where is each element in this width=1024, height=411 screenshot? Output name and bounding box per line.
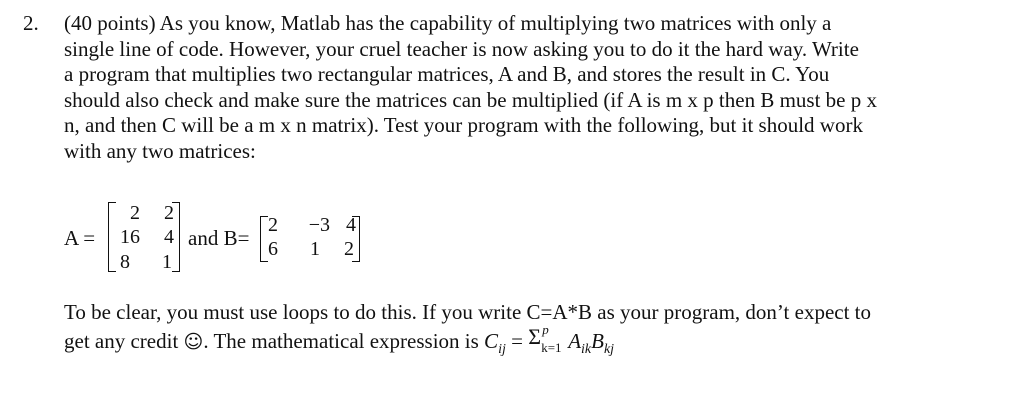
question-line: a program that multiplies two rectangular matrices, A and B, and stores the result in C. You	[64, 62, 830, 86]
question-number: 2.	[23, 11, 39, 35]
formula-lhs-subscript: ij	[498, 341, 506, 357]
closing-line-2-prefix: get any credit	[64, 328, 179, 353]
matrix-a-label: A =	[64, 226, 96, 250]
matrix-b-cell: 2	[344, 238, 354, 260]
matrix-b-right-bracket	[352, 216, 360, 262]
question-line: (40 points) As you know, Matlab has the capability of multiplying two matrices with only a	[64, 11, 832, 35]
closing-line-1: To be clear, you must use loops to do this. If you write C=A*B as your program, don’t expect to	[64, 300, 872, 324]
matrix-a-cell: 1	[162, 251, 172, 273]
formula-term-b: B	[591, 328, 604, 353]
matrix-a-cell: 2	[164, 202, 174, 224]
matrix-a-cell: 8	[120, 251, 130, 273]
matrix-a-cell: 2	[130, 202, 140, 224]
matrix-a-right-bracket	[172, 202, 180, 272]
question-line: with any two matrices:	[64, 138, 256, 163]
formula-lhs: C	[484, 328, 499, 353]
matrix-b-label: and B=	[188, 226, 250, 250]
sigma-lower-limit: k=1	[541, 339, 562, 355]
formula-term-b-subscript: kj	[603, 341, 615, 357]
closing-text	[64, 300, 984, 362]
formula-term-a: A	[568, 328, 582, 353]
summation-formula	[484, 321, 615, 357]
matrix-a-cell: 4	[164, 226, 174, 248]
matrix-b-cell: 4	[346, 214, 356, 236]
matrix-b-cell: 2	[268, 214, 278, 236]
formula-term-a-subscript: ik	[581, 341, 592, 357]
sigma-symbol: Σ	[528, 323, 541, 349]
matrix-b-cell: −3	[308, 214, 330, 236]
matrix-b-cell: 1	[310, 238, 320, 260]
matrix-a-cell: 16	[120, 226, 140, 248]
closing-line-2	[64, 321, 984, 363]
closing-line-2-middle: . The mathematical expression is	[203, 328, 479, 353]
sigma-upper-limit: p	[542, 321, 549, 337]
question-text	[64, 11, 984, 164]
question-line: single line of code. However, your cruel teacher is now asking you to do it the hard way. Write	[64, 36, 859, 61]
question-line: should also check and make sure the matrices can be multiplied (if A is m x p then B must be p x	[64, 87, 877, 112]
question-line: n, and then C will be a m x n matrix). Test your program with the following, but it should work	[64, 113, 863, 137]
sigma-operator	[528, 321, 568, 355]
formula-equals: =	[511, 328, 523, 353]
matrix-b-cell: 6	[268, 238, 278, 260]
smiley-icon: ☺	[183, 330, 204, 353]
